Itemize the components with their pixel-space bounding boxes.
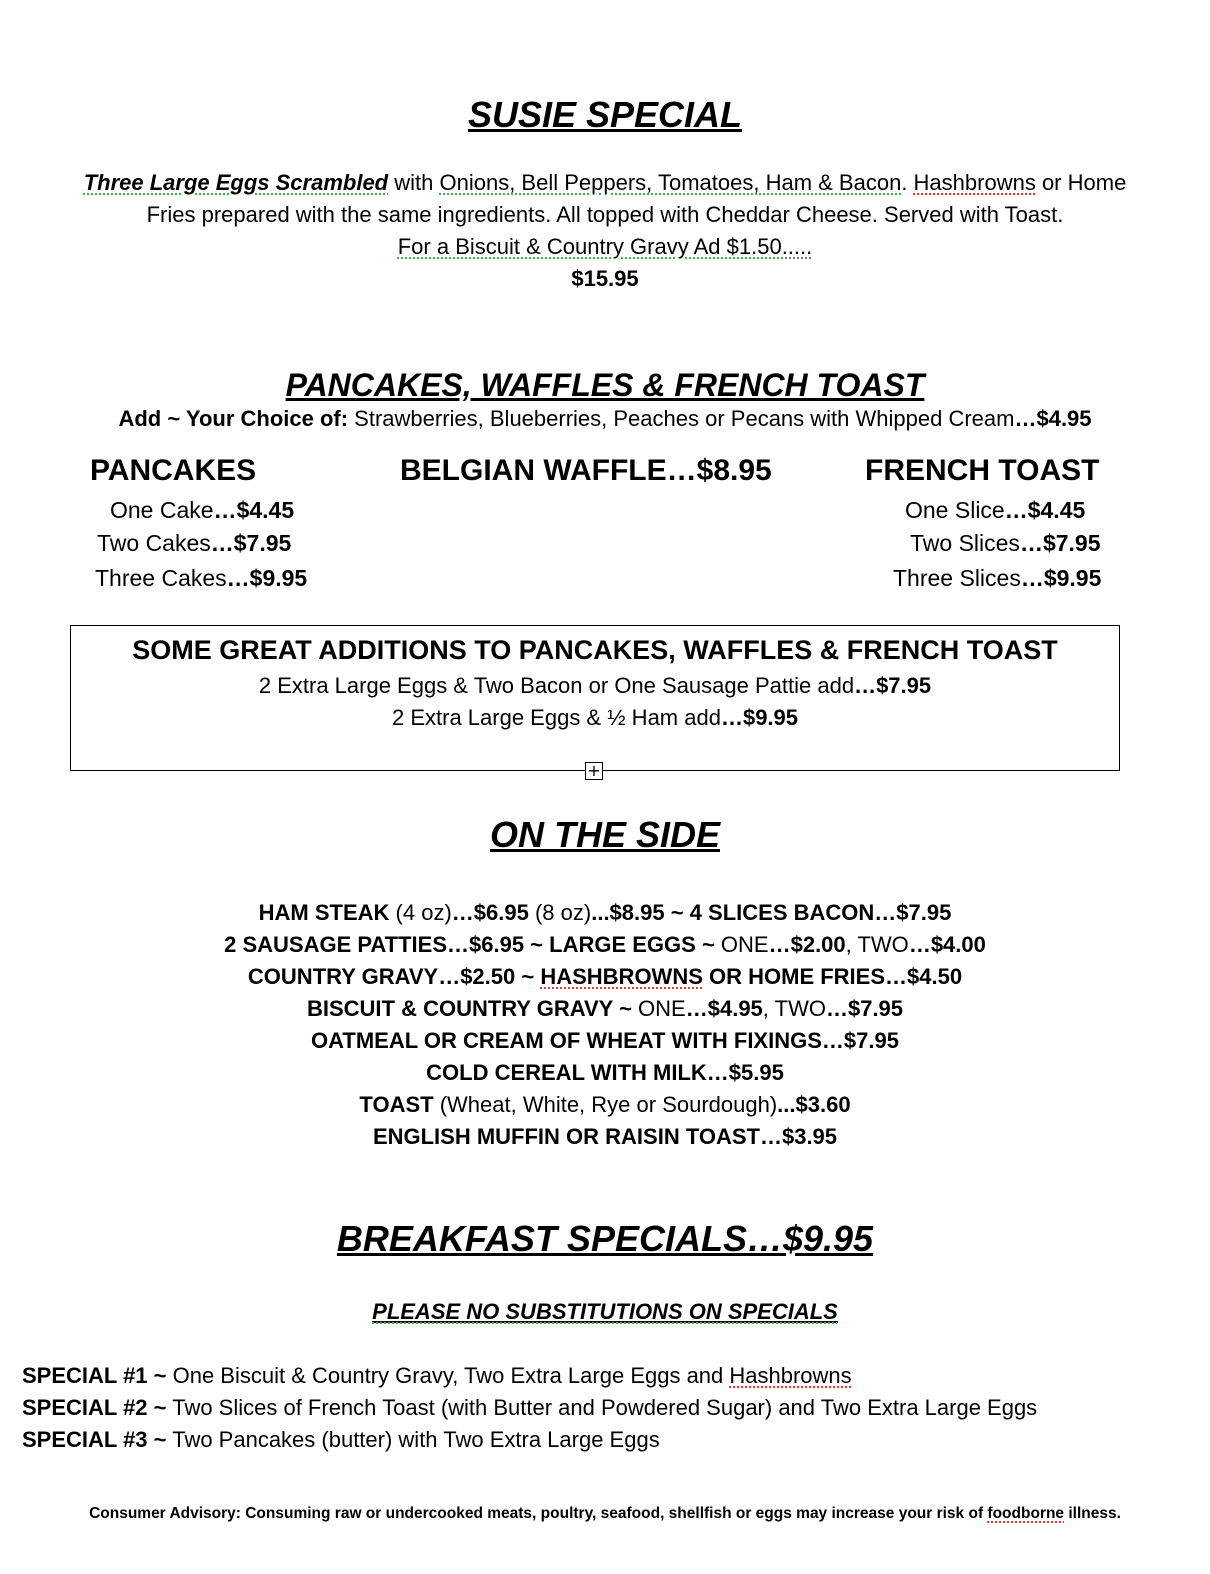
side-eggs-one-price: …$2.00 [768, 932, 846, 957]
side-hashbrowns: HASHBROWNS [540, 964, 703, 989]
susie-line-1 [0, 170, 1210, 196]
special-text: Two Pancakes (butter) with Two Extra Large Eggs [166, 1427, 660, 1452]
french-toast-item-price: …$9.95 [1020, 565, 1102, 591]
additions-line-2 [70, 705, 1120, 731]
pwft-add-line [0, 406, 1210, 432]
special-item [22, 1363, 852, 1389]
waffle-heading: BELGIAN WAFFLE…$8.95 [400, 454, 772, 487]
french-toast-item [910, 530, 1101, 557]
special-label: SPECIAL #2 ~ [22, 1395, 167, 1420]
susie-title: SUSIE SPECIAL [467, 94, 743, 135]
side-line-2 [0, 932, 1210, 958]
side-biscuit-gravy: BISCUIT & COUNTRY GRAVY ~ [306, 996, 639, 1021]
additions-line-2-price: …$9.95 [720, 705, 799, 730]
side-toast-price: ...$3.60 [777, 1092, 851, 1117]
table-move-handle-icon[interactable]: + [585, 762, 603, 780]
pancakes-item-price: …$9.95 [226, 565, 308, 591]
side-biscuit-one-price: …$4.95 [685, 996, 763, 1021]
special-item [22, 1395, 1037, 1421]
side-biscuit-two-price: …$7.95 [825, 996, 904, 1021]
side-ham-4oz: (4 oz) [389, 900, 452, 925]
pancakes-item-price: …$7.95 [210, 530, 292, 556]
special-text: One Biscuit & Country Gravy, Two Extra Large Eggs and [166, 1363, 730, 1388]
special-label: SPECIAL #1 ~ [22, 1363, 167, 1388]
pwft-add-price: …$4.95 [1014, 406, 1092, 431]
side-title: ON THE SIDE [489, 814, 721, 855]
pancakes-item-price: …$4.45 [213, 497, 295, 523]
pancakes-item-label: Two Cakes [97, 530, 211, 556]
additions-line-1-price: …$7.95 [854, 673, 932, 698]
pancakes-item-label: One Cake [110, 497, 214, 523]
side-ham-8oz: (8 oz) [528, 900, 592, 925]
french-toast-item-label: One Slice [905, 497, 1005, 523]
side-country-gravy: COUNTRY GRAVY…$2.50 ~ [247, 964, 541, 989]
pancakes-heading: PANCAKES [90, 454, 257, 487]
susie-biscuit-addon: For a Biscuit & Country Gravy Ad $1.50 [397, 234, 782, 259]
french-toast-item-price: …$4.45 [1004, 497, 1086, 523]
advisory-end: illness. [1064, 1505, 1121, 1522]
special-text: Two Slices of French Toast (with Butter and Powdered Sugar) and Two Extra Large Eggs [166, 1395, 1038, 1420]
susie-period: . [901, 170, 914, 195]
side-line-6: COLD CEREAL WITH MILK…$5.95 [426, 1060, 784, 1085]
pancakes-item [95, 565, 307, 592]
additions-line-1-text: 2 Extra Large Eggs & Two Bacon or One Sausage Pattie add [258, 673, 855, 698]
pwft-add-text: Strawberries, Blueberries, Peaches or Pecans with Whipped Cream [348, 406, 1015, 431]
pancakes-item [110, 497, 294, 524]
french-toast-item-label: Two Slices [910, 530, 1020, 556]
special-item [22, 1427, 660, 1453]
breakfast-notice [0, 1299, 1210, 1325]
side-line-5: OATMEAL OR CREAM OF WHEAT WITH FIXINGS…$7.95 [311, 1028, 899, 1053]
breakfast-notice-text: PLEASE NO SUBSTITUTIONS ON SPECIALS [372, 1299, 838, 1324]
additions-title: SOME GREAT ADDITIONS TO PANCAKES, WAFFLES & FRENCH TOAST [132, 635, 1058, 665]
side-eggs-two-price: …$4.00 [908, 932, 986, 957]
pwft-add-label: Add ~ Your Choice of: [118, 406, 349, 431]
side-ham-steak: HAM STEAK [258, 900, 390, 925]
side-line-3 [0, 964, 1210, 990]
advisory-text: Consumer Advisory: Consuming raw or undercooked meats, poultry, seafood, shellfish or eggs may increase your risk of [89, 1505, 988, 1522]
french-toast-item [893, 565, 1101, 592]
side-toast: TOAST [359, 1092, 434, 1117]
susie-text-with: with [388, 170, 440, 195]
breakfast-title: BREAKFAST SPECIALS…$9.95 [336, 1218, 874, 1259]
susie-line-3 [0, 234, 1210, 260]
susie-dots: ..... [781, 234, 813, 259]
side-eggs-one: ONE [720, 932, 769, 957]
french-toast-item-label: Three Slices [893, 565, 1021, 591]
additions-line-2-text: 2 Extra Large Eggs & ½ Ham add [391, 705, 721, 730]
side-biscuit-two: , TWO [762, 996, 826, 1021]
side-ham-4oz-price: …$6.95 [451, 900, 529, 925]
side-line-8: ENGLISH MUFFIN OR RAISIN TOAST…$3.95 [372, 1124, 838, 1149]
susie-eggs-text: Three Large Eggs Scrambled [83, 170, 389, 195]
susie-hashbrowns: Hashbrowns [913, 170, 1036, 195]
pancakes-item-label: Three Cakes [95, 565, 227, 591]
consumer-advisory [0, 1505, 1210, 1523]
side-line-1 [0, 900, 1210, 926]
advisory-foodborne: foodborne [987, 1505, 1065, 1522]
susie-home: or Home [1035, 170, 1127, 195]
susie-price: $15.95 [571, 266, 639, 291]
french-toast-item [905, 497, 1085, 524]
french-toast-heading: FRENCH TOAST [865, 454, 1100, 487]
special-hashbrowns: Hashbrowns [729, 1363, 852, 1388]
special-label: SPECIAL #3 ~ [22, 1427, 167, 1452]
french-toast-item-price: …$7.95 [1019, 530, 1101, 556]
side-eggs-two: , TWO [845, 932, 909, 957]
side-line-4 [0, 996, 1210, 1022]
side-line-7 [0, 1092, 1210, 1118]
side-sausage-eggs: 2 SAUSAGE PATTIES…$6.95 ~ LARGE EGGS ~ [224, 932, 721, 957]
side-ham-8oz-price-bacon: ...$8.95 ~ 4 SLICES BACON…$7.95 [591, 900, 952, 925]
susie-ingredients: Onions, Bell Peppers, Tomatoes, Ham & Bacon [439, 170, 902, 195]
pancakes-item [97, 530, 291, 557]
side-toast-types: (Wheat, White, Rye or Sourdough) [433, 1092, 778, 1117]
additions-line-1 [70, 673, 1120, 699]
side-biscuit-one: ONE [638, 996, 686, 1021]
pwft-title: PANCAKES, WAFFLES & FRENCH TOAST [285, 367, 925, 403]
side-home-fries: OR HOME FRIES…$4.50 [702, 964, 963, 989]
susie-line-2: Fries prepared with the same ingredients. All topped with Cheddar Cheese. Served with Toast. [146, 202, 1064, 227]
